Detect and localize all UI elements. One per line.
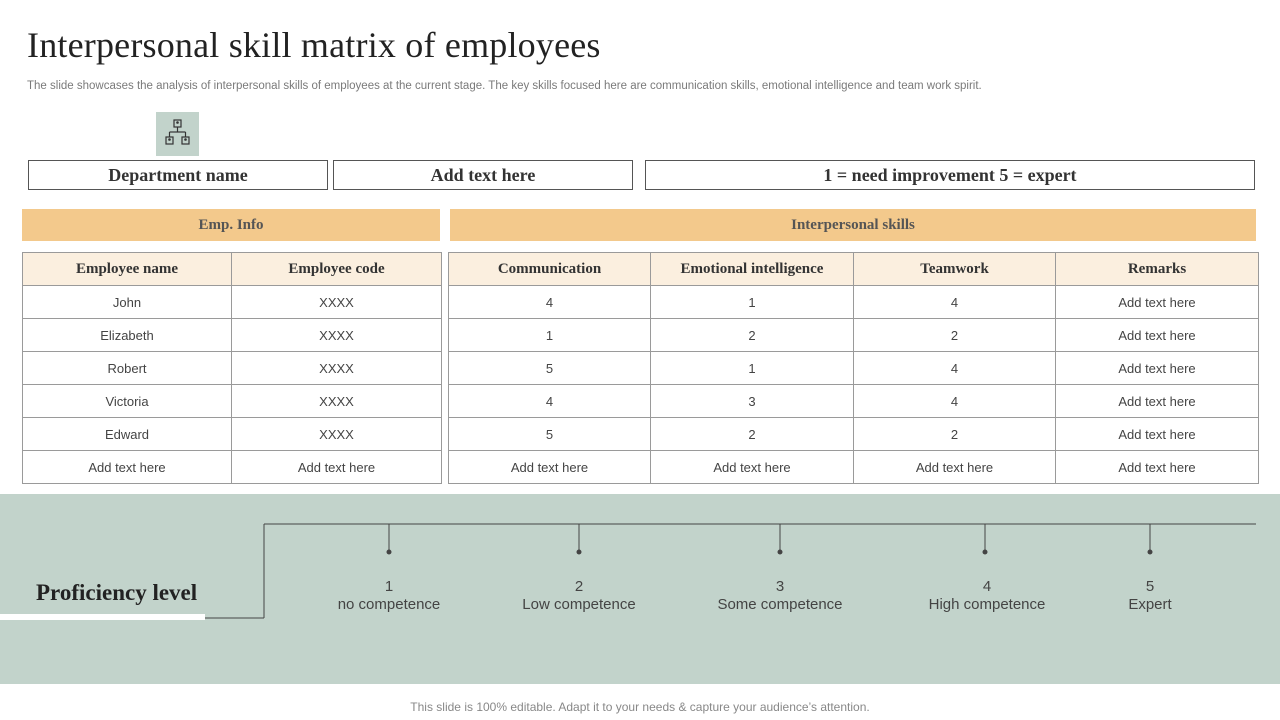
footer-note: This slide is 100% editable. Adapt it to your needs & capture your audience’s attention. [410, 700, 870, 714]
teamwork-cell: 2 [854, 319, 1056, 352]
interpersonal-skills-band: Interpersonal skills [450, 209, 1256, 241]
teamwork-cell: 4 [854, 352, 1056, 385]
table-row [449, 286, 1259, 319]
employee-code-cell: XXXX [232, 319, 442, 352]
table-row [23, 418, 442, 451]
teamwork-cell: 4 [854, 385, 1056, 418]
remarks-cell: Add text here [1056, 451, 1259, 484]
communication-cell: Add text here [449, 451, 651, 484]
add-text-box: Add text here [333, 160, 633, 190]
employee-code-cell: Add text here [232, 451, 442, 484]
timeline-tick-5 [1148, 524, 1153, 555]
communication-cell: 1 [449, 319, 651, 352]
level-label: no competence [337, 596, 441, 613]
emotional-intelligence-cell: 1 [651, 286, 854, 319]
table-row [23, 385, 442, 418]
timeline-tick-2 [577, 524, 582, 555]
proficiency-level-3 [690, 578, 870, 614]
remarks-cell: Add text here [1056, 319, 1259, 352]
page-title: Interpersonal skill matrix of employees [27, 25, 601, 65]
column-header-remarks: Remarks [1056, 253, 1259, 286]
proficiency-level-2 [489, 578, 669, 614]
level-label: Some competence [717, 596, 843, 613]
title-underline [0, 614, 205, 620]
remarks-cell: Add text here [1056, 385, 1259, 418]
level-number: 4 [982, 578, 992, 595]
level-label: High competence [928, 596, 1046, 613]
communication-cell: 4 [449, 286, 651, 319]
level-label: Low competence [522, 596, 636, 613]
teamwork-cell: 2 [854, 418, 1056, 451]
table-row [449, 352, 1259, 385]
column-header-employee-code: Employee code [232, 253, 442, 286]
proficiency-level-1 [299, 578, 479, 614]
employee-name-cell: John [23, 286, 232, 319]
teamwork-cell: 4 [854, 286, 1056, 319]
level-number: 5 [1145, 578, 1155, 595]
employee-name-cell: Elizabeth [23, 319, 232, 352]
table-row [23, 352, 442, 385]
employee-info-table [22, 252, 442, 484]
page-subtitle: The slide showcases the analysis of interpersonal skills of employees at the current stage. The key skills focused here are communication skills, emotional intelligence and team work spirit. [27, 80, 982, 92]
table-row [449, 418, 1259, 451]
department-name-box: Department name [28, 160, 328, 190]
level-number: 2 [574, 578, 584, 595]
table-row [23, 319, 442, 352]
communication-cell: 5 [449, 418, 651, 451]
employee-code-cell: XXXX [232, 385, 442, 418]
emp-info-band: Emp. Info [22, 209, 440, 241]
interpersonal-skills-table [448, 252, 1259, 484]
level-number: 3 [775, 578, 785, 595]
remarks-cell: Add text here [1056, 418, 1259, 451]
table-row [449, 385, 1259, 418]
table-row [23, 451, 442, 484]
communication-cell: 5 [449, 352, 651, 385]
remarks-cell: Add text here [1056, 352, 1259, 385]
remarks-cell: Add text here [1056, 286, 1259, 319]
employee-name-cell: Robert [23, 352, 232, 385]
proficiency-level-5 [1060, 578, 1240, 614]
timeline-tick-4 [983, 524, 988, 555]
communication-cell: 4 [449, 385, 651, 418]
table-row [449, 319, 1259, 352]
employee-code-cell: XXXX [232, 352, 442, 385]
emotional-intelligence-cell: 1 [651, 352, 854, 385]
column-header-employee-name: Employee name [23, 253, 232, 286]
teamwork-cell: Add text here [854, 451, 1056, 484]
timeline-tick-3 [778, 524, 783, 555]
emotional-intelligence-cell: 2 [651, 319, 854, 352]
column-header-teamwork: Teamwork [854, 253, 1056, 286]
table-row [449, 451, 1259, 484]
emotional-intelligence-cell: 2 [651, 418, 854, 451]
employee-name-cell: Victoria [23, 385, 232, 418]
employee-name-cell: Add text here [23, 451, 232, 484]
employee-name-cell: Edward [23, 418, 232, 451]
scale-legend-box: 1 = need improvement 5 = expert [645, 160, 1255, 190]
employee-code-cell: XXXX [232, 286, 442, 319]
timeline-tick-1 [387, 524, 392, 555]
column-header-communication: Communication [449, 253, 651, 286]
level-number: 1 [384, 578, 394, 595]
employee-code-cell: XXXX [232, 418, 442, 451]
proficiency-level-title: Proficiency level [36, 580, 198, 605]
emotional-intelligence-cell: 3 [651, 385, 854, 418]
org-chart-icon [156, 112, 199, 156]
emotional-intelligence-cell: Add text here [651, 451, 854, 484]
proficiency-level-4 [897, 578, 1077, 614]
column-header-emotional-intelligence: Emotional intelligence [651, 253, 854, 286]
table-row [23, 286, 442, 319]
level-label: Expert [1128, 596, 1172, 613]
